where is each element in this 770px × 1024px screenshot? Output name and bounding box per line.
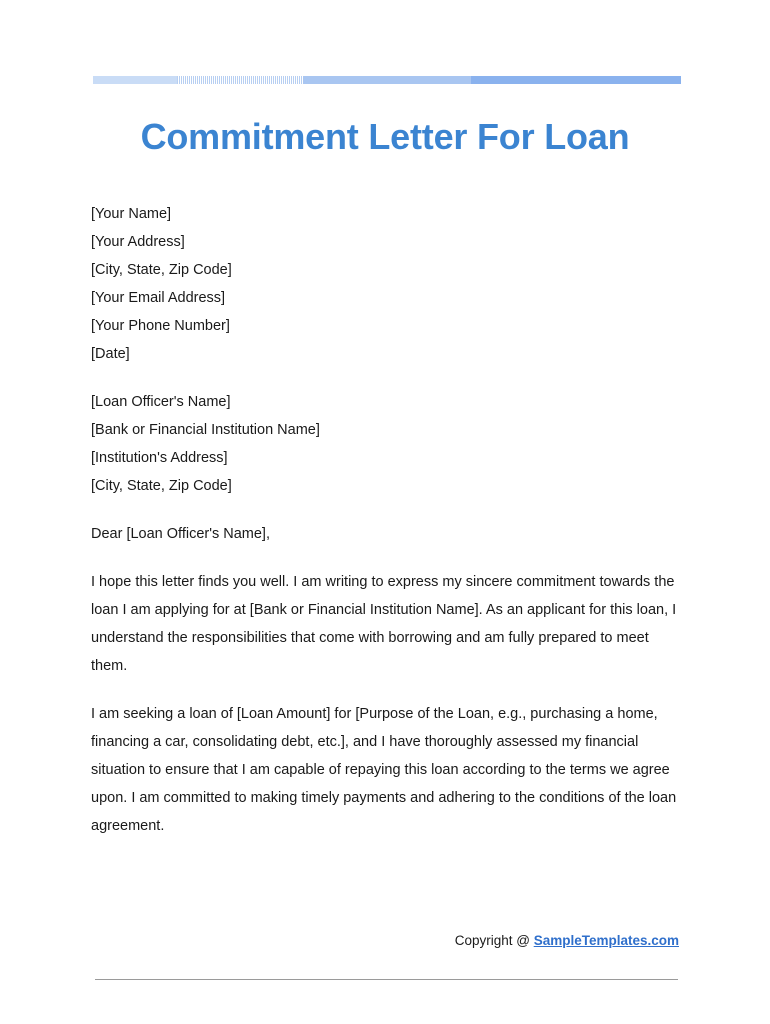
- sender-phone: [Your Phone Number]: [91, 318, 230, 334]
- paragraph-line: home, financing a car, consolidating debt, etc.], and I have thoroughly assessed my: [91, 706, 658, 750]
- paragraph-line: conditions of the loan agreement.: [91, 790, 677, 834]
- body-paragraph-1: [91, 568, 686, 680]
- paragraph-line: prepared to meet them.: [91, 630, 649, 674]
- paragraph-line: financial situation to ensure that I am capable of repaying this loan according to the: [91, 734, 639, 778]
- recipient-block: [91, 388, 691, 500]
- sampletemplates-link[interactable]: SampleTemplates.com: [533, 933, 679, 948]
- sender-name: [Your Name]: [91, 206, 172, 222]
- bar-segment: [93, 76, 177, 84]
- recipient-bank: [Bank or Financial Institution Name]: [91, 422, 320, 438]
- recipient-city: [City, State, Zip Code]: [91, 478, 232, 494]
- sender-city: [City, State, Zip Code]: [91, 262, 232, 278]
- body-paragraph-2: [91, 700, 686, 840]
- paragraph-line: I hope this letter finds you well. I am writing to express my sincere commitment towards: [91, 574, 651, 590]
- sender-block: [91, 200, 691, 368]
- footer-divider: [95, 979, 678, 980]
- recipient-officer: [Loan Officer's Name]: [91, 394, 231, 410]
- recipient-address: [Institution's Address]: [91, 450, 228, 466]
- header-decorative-bar: [93, 76, 681, 84]
- paragraph-line: I am seeking a loan of [Loan Amount] for [Purpose of the Loan, e.g., purchasing a: [91, 706, 614, 722]
- paragraph-line: terms we agree upon. I am committed to making timely payments and adhering to the: [91, 762, 670, 806]
- bar-segment: [303, 76, 471, 84]
- document-title: Commitment Letter For Loan: [140, 116, 630, 157]
- bar-segment: [471, 76, 681, 84]
- copyright-notice: [455, 933, 679, 948]
- salutation-text: Dear [Loan Officer's Name],: [91, 526, 270, 542]
- salutation: [91, 520, 691, 548]
- sender-date: [Date]: [91, 346, 130, 362]
- copyright-prefix: Copyright @: [454, 933, 534, 948]
- paragraph-line: the loan I am applying for at [Bank or Financial Institution Name]. As an applicant for: [91, 574, 675, 618]
- paragraph-line: this loan, I understand the responsibilities that come with borrowing and am fully: [91, 602, 677, 646]
- sender-email: [Your Email Address]: [91, 290, 226, 306]
- sender-address: [Your Address]: [91, 234, 185, 250]
- bar-segment: [177, 76, 303, 84]
